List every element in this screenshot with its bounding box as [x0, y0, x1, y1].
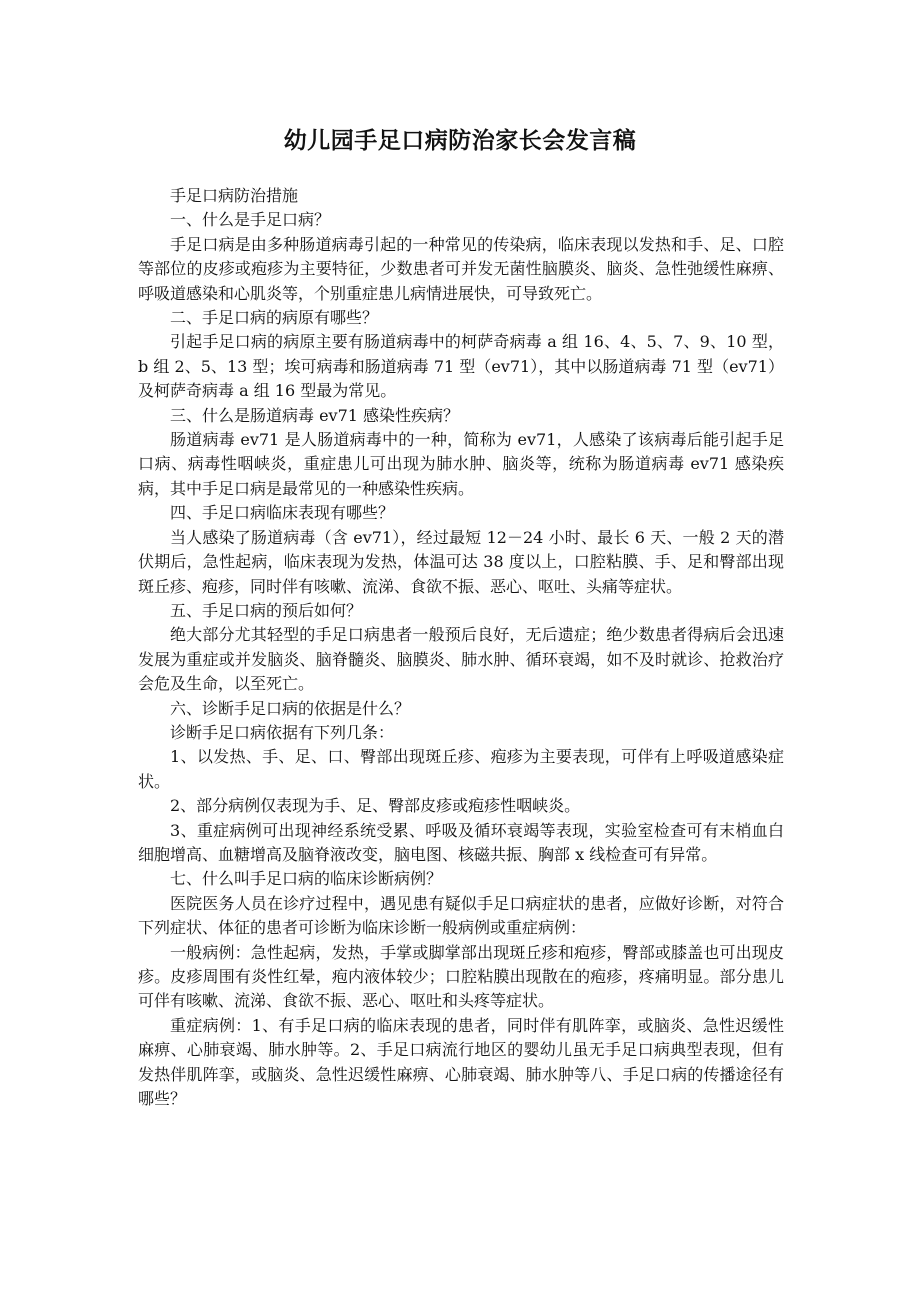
paragraph-a7-intro: 医院医务人员在诊疗过程中，遇见患有疑似手足口病症状的患者，应做好诊断，对符合下列症状、体征的患者可诊断为临床诊断一般病例或重症病例：	[138, 893, 784, 938]
document-title: 幼儿园手足口病防治家长会发言稿	[283, 127, 637, 154]
paragraph-a5: 绝大部分尤其轻型的手足口病患者一般预后良好，无后遗症；绝少数患者得病后会迅速发展为重症或并发脑炎、脑脊髓炎、脑膜炎、肺水肿、循环衰竭，如不及时就诊、抢救治疗会危及生命，以至死亡。	[138, 625, 784, 694]
paragraph-q3: 三、什么是肠道病毒 ev71 感染性疾病？	[170, 405, 460, 425]
paragraph-a4: 当人感染了肠道病毒（含 ev71），经过最短 12－24 小时、最长 6 天、一般 2 天的潜伏期后，急性起病，临床表现为发热，体温可达 38 度以上，口腔粘膜、手、足和臀部出现斑丘疹、疱疹，同时伴有咳嗽、流涕、食欲不振、恶心、呕吐、头痛等症状。	[138, 527, 784, 596]
paragraph-a6-item3: 3、重症病例可出现神经系统受累、呼吸及循环衰竭等表现，实验室检查可有末梢血白细胞增高、血糖增高及脑脊液改变，脑电图、核磁共振、胸部 x 线检查可有异常。	[138, 820, 784, 864]
paragraph-q4: 四、手足口病临床表现有哪些？	[170, 503, 395, 523]
paragraph-a7-severe: 重症病例：1、有手足口病的临床表现的患者，同时伴有肌阵挛，或脑炎、急性迟缓性麻痹、心肺衰竭、肺水肿等。2、手足口病流行地区的婴幼儿虽无手足口病典型表现，但有发热伴肌阵挛，或脑炎、急性迟缓性麻痹、心肺衰竭、肺水肿等八、手足口病的传播途径有哪些？	[138, 1015, 784, 1109]
paragraph-q2: 二、手足口病的病原有哪些？	[170, 308, 379, 328]
paragraph-a7-general: 一般病例：急性起病，发热，手掌或脚掌部出现斑丘疹和疱疹，臀部或膝盖也可出现皮疹。皮疹周围有炎性红晕，疱内液体较少；口腔粘膜出现散在的疱疹，疼痛明显。部分患儿可伴有咳嗽、流涕、食欲不振、恶心、呕吐和头疼等症状。	[138, 942, 784, 1011]
paragraph-a6-item2: 2、部分病例仅表现为手、足、臀部皮疹或疱疹性咽峡炎。	[170, 796, 581, 816]
paragraph-q7: 七、什么叫手足口病的临床诊断病例？	[170, 869, 443, 889]
paragraph-a3: 肠道病毒 ev71 是人肠道病毒中的一种，简称为 ev71，人感染了该病毒后能引起手足口病、病毒性咽峡炎，重症患儿可出现为肺水肿、脑炎等，统称为肠道病毒 ev71 感染疾病，其中手足口病是最常见的一种感染性疾病。	[138, 430, 784, 498]
paragraph-q1: 一、什么是手足口病？	[170, 210, 331, 230]
paragraph-q5: 五、手足口病的预后如何？	[170, 600, 363, 620]
paragraph-a2: 引起手足口病的病原主要有肠道病毒中的柯萨奇病毒 a 组 16、4、5、7、9、10 型，b 组 2、5、13 型；埃可病毒和肠道病毒 71 型（ev71），其中以肠道病毒 71 型（ev71）及柯萨奇病毒 a 组 16 型最为常见。	[138, 332, 784, 401]
paragraph-a1: 手足口病是由多种肠道病毒引起的一种常见的传染病，临床表现以发热和手、足、口腔等部位的皮疹或疱疹为主要特征，少数患者可并发无菌性脑膜炎、脑炎、急性弛缓性麻痹、呼吸道感染和心肌炎等，个别重症患儿病情进展快，可导致死亡。	[138, 234, 784, 303]
paragraph-q6: 六、诊断手足口病的依据是什么？	[170, 698, 411, 718]
paragraph-a6-item1: 1、以发热、手、足、口、臀部出现斑丘疹、疱疹为主要表现，可伴有上呼吸道感染症状。	[138, 747, 784, 791]
paragraph-a6-intro: 诊断手足口病依据有下列几条：	[170, 722, 395, 742]
document-body	[138, 184, 784, 1111]
paragraph-heading-measures: 手足口病防治措施	[170, 186, 299, 205]
